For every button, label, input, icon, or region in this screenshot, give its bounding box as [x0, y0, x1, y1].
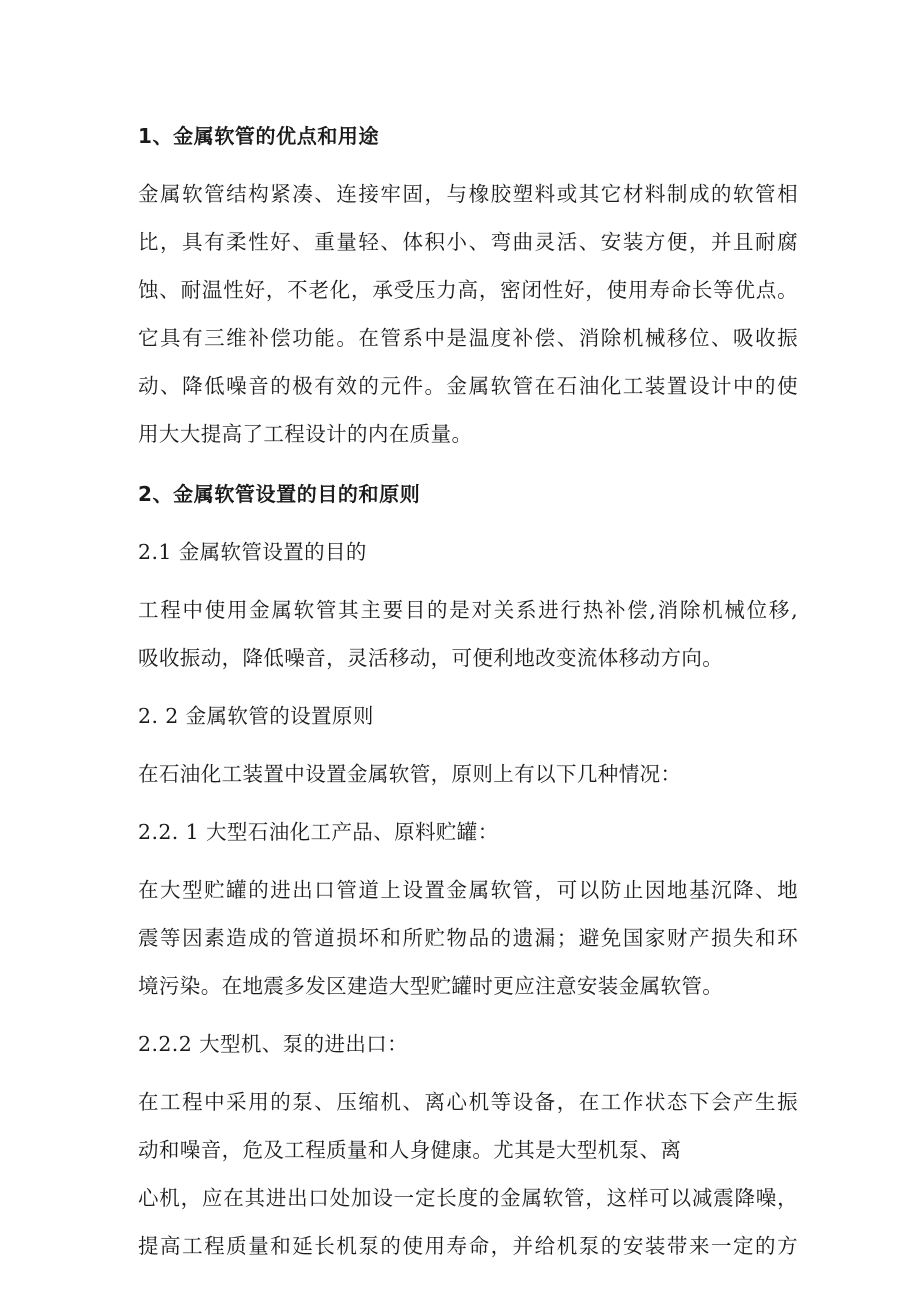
paragraph-line: 在工程中采用的泵、压缩机、离心机等设备，在工作状态下会产生振 [138, 1090, 798, 1114]
item-2-2-2-paragraph [138, 1078, 798, 1270]
paragraph-line: 动和噪音，危及工程质量和人身健康。尤其是大型机泵、离 [138, 1138, 682, 1162]
item-2-2-1-title: 2.2. 1 大型石油化工产品、原料贮罐： [138, 820, 499, 844]
item-2-2-2-title: 2.2.2 大型机、泵的进出口： [138, 1032, 409, 1056]
paragraph-line: 蚀、耐温性好，不老化，承受压力高，密闭性好，使用寿命长等优点。 [138, 278, 798, 302]
section2-heading: 2、金属软管设置的目的和原则 [138, 482, 421, 506]
paragraph-line: 它具有三维补偿功能。在管系中是温度补偿、消除机械移位、吸收振 [138, 326, 798, 350]
paragraph-line: 震等因素造成的管道损坏和所贮物品的遗漏；避免国家财产损失和环 [138, 926, 798, 950]
paragraph-line: 比，具有柔性好、重量轻、体积小、弯曲灵活、安装方便，并且耐腐 [138, 230, 798, 254]
paragraph-line: 在大型贮罐的进出口管道上设置金属软管，可以防止因地基沉降、地 [138, 878, 798, 902]
item-2-2-1-paragraph [138, 866, 798, 1010]
paragraph-line: 动、降低噪音的极有效的元件。金属软管在石油化工装置设计中的使 [138, 374, 798, 398]
document-body [138, 112, 798, 1270]
paragraph-line: 心机，应在其进出口处加设一定长度的金属软管，这样可以减震降噪， [138, 1186, 798, 1210]
subsection-2-2-intro: 在石油化工装置中设置金属软管，原则上有以下几种情况： [138, 762, 682, 786]
paragraph-line: 境污染。在地震多发区建造大型贮罐时更应注意安装金属软管。 [138, 974, 724, 998]
paragraph-line: 金属软管结构紧凑、连接牢固，与橡胶塑料或其它材料制成的软管相 [138, 182, 798, 206]
paragraph-line: 用大大提高了工程设计的内在质量。 [138, 422, 473, 446]
section1-heading: 1、金属软管的优点和用途 [138, 124, 380, 148]
subsection-2-1-title: 2.1 金属软管设置的目的 [138, 540, 367, 564]
paragraph-line: 吸收振动，降低噪音，灵活移动，可便利地改变流体移动方向。 [138, 646, 724, 670]
paragraph-line: 提高工程质量和延长机泵的使用寿命，并给机泵的安装带来一定的方 [138, 1234, 798, 1258]
paragraph-line: 工程中使用金属软管其主要目的是对关系进行热补偿,消除机械位移, [138, 598, 798, 622]
section1-paragraph [138, 170, 798, 458]
subsection-2-2-title: 2. 2 金属软管的设置原则 [138, 704, 374, 728]
subsection-2-1-paragraph [138, 586, 798, 682]
